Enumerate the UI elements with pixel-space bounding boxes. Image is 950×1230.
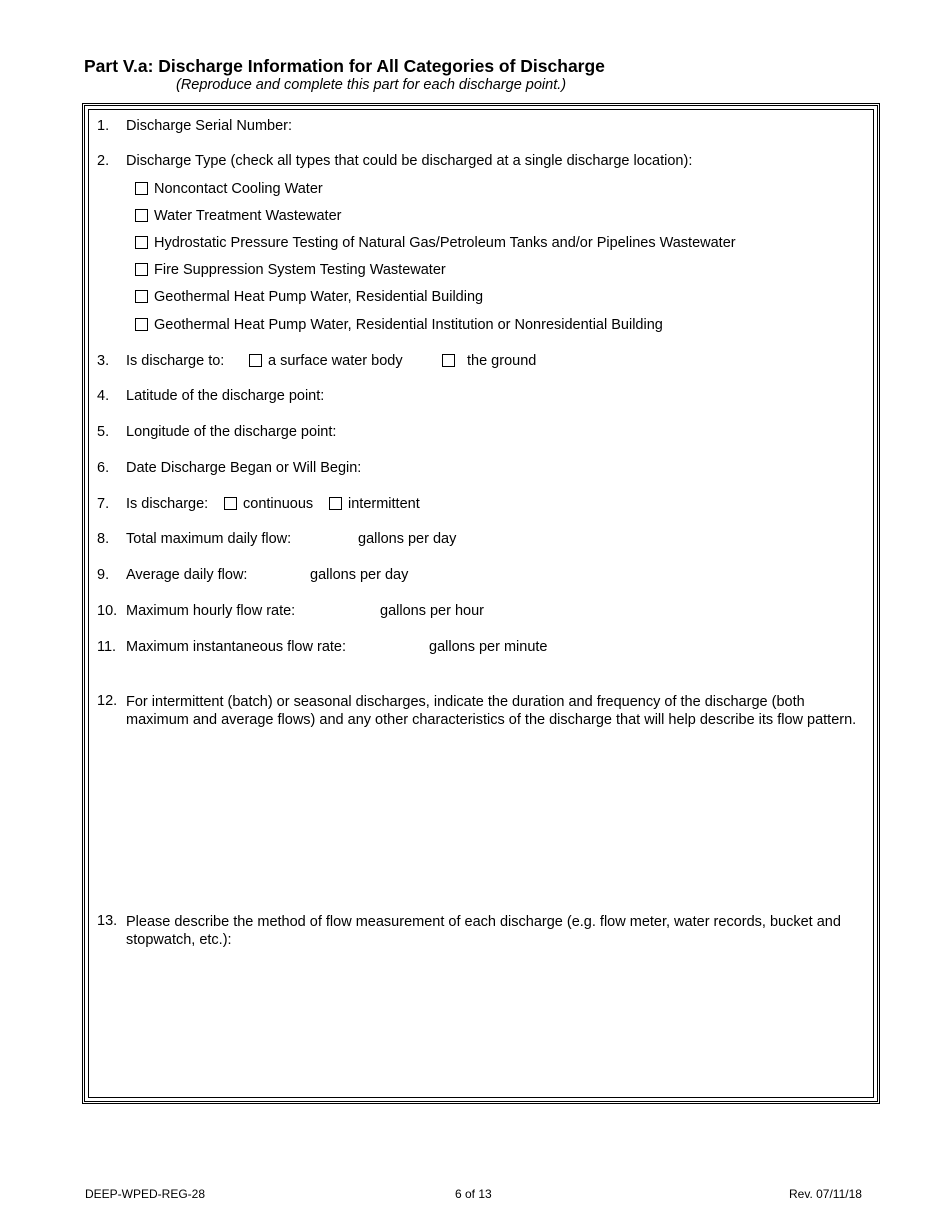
item-1-number: 1.	[97, 118, 110, 134]
hydrostatic-testing-checkbox[interactable]	[135, 236, 148, 249]
discharge-type-option-5[interactable]	[135, 289, 483, 305]
geothermal-nonresidential-checkbox[interactable]	[135, 318, 148, 331]
ground-label: the ground	[467, 353, 537, 369]
discharge-type-option-3[interactable]	[135, 235, 736, 251]
intermittent-discharge-description-label: For intermittent (batch) or seasonal discharges, indicate the duration and frequency of the discharge (both maximum and average flows) and any other characteristics of the discharge that will help describe its flow pattern.	[126, 694, 857, 728]
item-7-number: 7.	[97, 496, 110, 512]
discharge-type-label: Discharge Type (check all types that could be discharged at a single discharge location):	[126, 153, 693, 169]
continuous-checkbox[interactable]	[224, 497, 237, 510]
option-label: Geothermal Heat Pump Water, Residential Building	[154, 289, 484, 305]
intermittent-option[interactable]	[329, 496, 420, 512]
page-number: 6 of 13	[455, 1187, 492, 1201]
discharge-type-option-4[interactable]	[135, 262, 446, 278]
item-8-number: 8.	[97, 531, 110, 547]
continuous-label: continuous	[243, 496, 314, 512]
water-treatment-wastewater-checkbox[interactable]	[135, 209, 148, 222]
discharge-destination-label: Is discharge to:	[126, 353, 225, 369]
max-daily-flow-label: Total maximum daily flow:	[126, 531, 292, 547]
discharge-serial-number-label: Discharge Serial Number:	[126, 118, 293, 134]
fire-suppression-testing-checkbox[interactable]	[135, 263, 148, 276]
discharge-type-option-6[interactable]	[135, 317, 663, 333]
ground-option[interactable]	[442, 353, 536, 369]
geothermal-residential-checkbox[interactable]	[135, 290, 148, 303]
option-label: Hydrostatic Pressure Testing of Natural Gas/Petroleum Tanks and/or Pipelines Wastewater	[154, 235, 736, 251]
item-12-number: 12.	[97, 693, 118, 709]
surface-water-checkbox[interactable]	[249, 354, 262, 367]
flow-measurement-method-label: Please describe the method of flow measurement of each discharge (e.g. flow meter, water records, bucket and stopwatch, etc.):	[126, 914, 841, 948]
item-10-number: 10.	[97, 603, 118, 619]
avg-daily-flow-label: Average daily flow:	[126, 567, 248, 583]
item-9-number: 9.	[97, 567, 110, 583]
discharge-type-option-1[interactable]	[135, 181, 323, 197]
page-title: Part V.a: Discharge Information for All Categories of Discharge	[84, 56, 605, 76]
option-label: Fire Suppression System Testing Wastewater	[154, 262, 446, 278]
item-5-number: 5.	[97, 424, 110, 440]
revision-date: Rev. 07/11/18	[789, 1187, 862, 1201]
surface-water-label: a surface water body	[268, 353, 403, 369]
intermittent-checkbox[interactable]	[329, 497, 342, 510]
form-id: DEEP-WPED-REG-28	[85, 1187, 206, 1201]
option-label: Water Treatment Wastewater	[154, 208, 342, 224]
option-label: Geothermal Heat Pump Water, Residential Institution or Nonresidential Building	[154, 317, 663, 333]
latitude-label: Latitude of the discharge point:	[126, 388, 325, 404]
max-instantaneous-flow-unit: gallons per minute	[429, 639, 548, 655]
page-subtitle: (Reproduce and complete this part for each discharge point.)	[176, 77, 567, 93]
item-4-number: 4.	[97, 388, 110, 404]
intermittent-label: intermittent	[348, 496, 420, 512]
ground-checkbox[interactable]	[442, 354, 455, 367]
item-2-number: 2.	[97, 153, 110, 169]
discharge-date-label: Date Discharge Began or Will Begin:	[126, 460, 362, 476]
longitude-label: Longitude of the discharge point:	[126, 424, 337, 440]
item-11-number: 11.	[97, 639, 117, 655]
surface-water-option[interactable]	[249, 353, 403, 369]
max-hourly-flow-unit: gallons per hour	[380, 603, 484, 619]
discharge-type-option-2[interactable]	[135, 208, 341, 224]
item-6-number: 6.	[97, 460, 110, 476]
noncontact-cooling-water-checkbox[interactable]	[135, 182, 148, 195]
discharge-frequency-label: Is discharge:	[126, 496, 209, 512]
option-label: Noncontact Cooling Water	[154, 181, 323, 197]
item-13-number: 13.	[97, 913, 118, 929]
continuous-option[interactable]	[224, 496, 313, 512]
max-hourly-flow-label: Maximum hourly flow rate:	[126, 603, 296, 619]
max-instantaneous-flow-label: Maximum instantaneous flow rate:	[126, 639, 347, 655]
item-3-number: 3.	[97, 353, 110, 369]
max-daily-flow-unit: gallons per day	[358, 531, 457, 547]
avg-daily-flow-unit: gallons per day	[310, 567, 409, 583]
